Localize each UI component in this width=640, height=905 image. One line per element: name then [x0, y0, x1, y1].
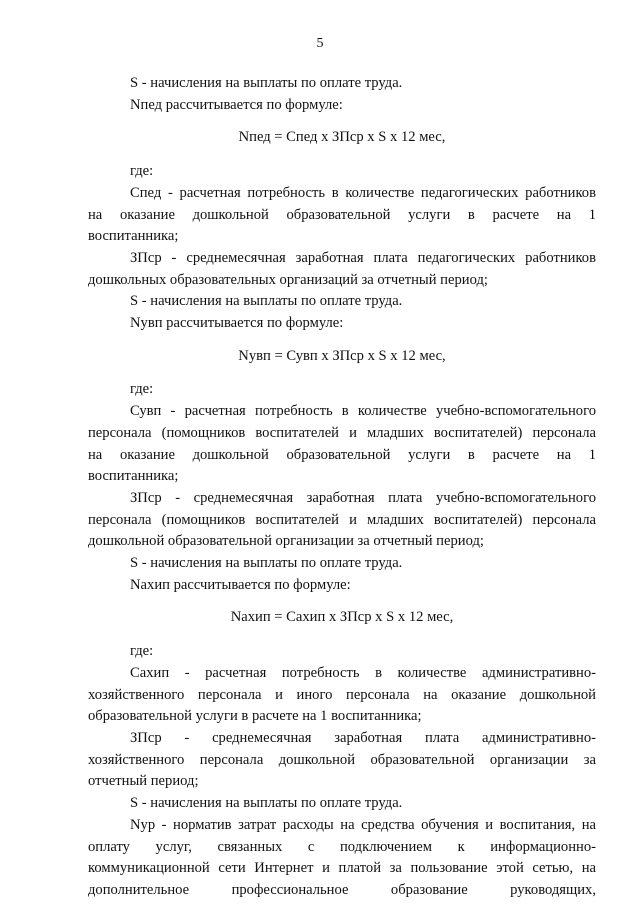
paragraph-line: S - начисления на выплаты по оплате труда.: [130, 795, 403, 812]
formula-nped: Nпед = Спед х ЗПср х S х 12 мес,: [238, 129, 446, 146]
paragraph-line: ЗПср - среднемесячная заработная плата административно-: [130, 729, 596, 746]
paragraph-line: Nпед рассчитывается по формуле:: [130, 96, 343, 113]
paragraph-line: ЗПср - среднемесячная заработная плата педагогических работников: [130, 249, 596, 266]
paragraph-line: воспитанника;: [88, 468, 179, 485]
formula-nuvp: Nувп = Сувп х ЗПср х S х 12 мес,: [238, 347, 446, 364]
paragraph-line: ЗПср - среднемесячная заработная плата учебно-вспомогательного: [130, 489, 596, 506]
paragraph-line: где:: [130, 163, 154, 180]
paragraph-line: отчетный период;: [88, 773, 199, 790]
paragraph-line: воспитанника;: [88, 228, 179, 245]
paragraph-line: коммуникационной сети Интернет и платой за пользование этой сетью, на: [88, 860, 596, 877]
paragraph-line: S - начисления на выплаты по оплате труда.: [130, 75, 403, 91]
paragraph-line: образовательной услуги в расчете на 1 воспитанника;: [88, 708, 422, 725]
paragraph-line: S - начисления на выплаты по оплате труда.: [130, 293, 403, 310]
paragraph-line: оплату услуг, связанных с подключением к информационно-: [88, 838, 596, 855]
page-number: 5: [316, 36, 324, 51]
paragraph-line: где:: [130, 381, 154, 398]
paragraph-line: хозяйственного персонала и иного персонала на оказание дошкольной: [88, 686, 596, 703]
paragraph-line: хозяйственного персонала дошкольной образовательной организации за: [88, 751, 596, 768]
paragraph-line: Сахип - расчетная потребность в количестве административно-: [130, 664, 596, 681]
paragraph-line: Сувп - расчетная потребность в количестве учебно-вспомогательного: [130, 403, 596, 420]
formula-nakhip: Nахип = Сахип х ЗПср х S х 12 мес,: [230, 609, 454, 626]
paragraph-line: дошкольной образовательной организации за отчетный период;: [88, 533, 484, 550]
paragraph-line: Nувп рассчитывается по формуле:: [130, 315, 344, 332]
paragraph-line: S - начисления на выплаты по оплате труда.: [130, 555, 403, 572]
paragraph-line: дошкольных образовательных организаций за отчетный период;: [88, 271, 488, 288]
paragraph-line: дополнительное профессиональное образование руководящих,: [88, 881, 596, 898]
paragraph-line: на оказание дошкольной образовательной услуги в расчете на 1: [88, 446, 596, 463]
document-body: [88, 73, 596, 902]
paragraph-line: Nахип рассчитывается по формуле:: [130, 576, 351, 593]
paragraph-line: Спед - расчетная потребность в количестве педагогических работников: [130, 184, 596, 201]
paragraph-line: на оказание дошкольной образовательной услуги в расчете на 1: [88, 206, 596, 223]
paragraph-line: где:: [130, 643, 154, 660]
paragraph-line: персонала (помощников воспитателей и младших воспитателей) персонала: [88, 511, 596, 528]
paragraph-line: персонала (помощников воспитателей и младших воспитателей) персонала: [88, 424, 596, 441]
paragraph-line: Nур - норматив затрат расходы на средства обучения и воспитания, на: [130, 816, 596, 833]
